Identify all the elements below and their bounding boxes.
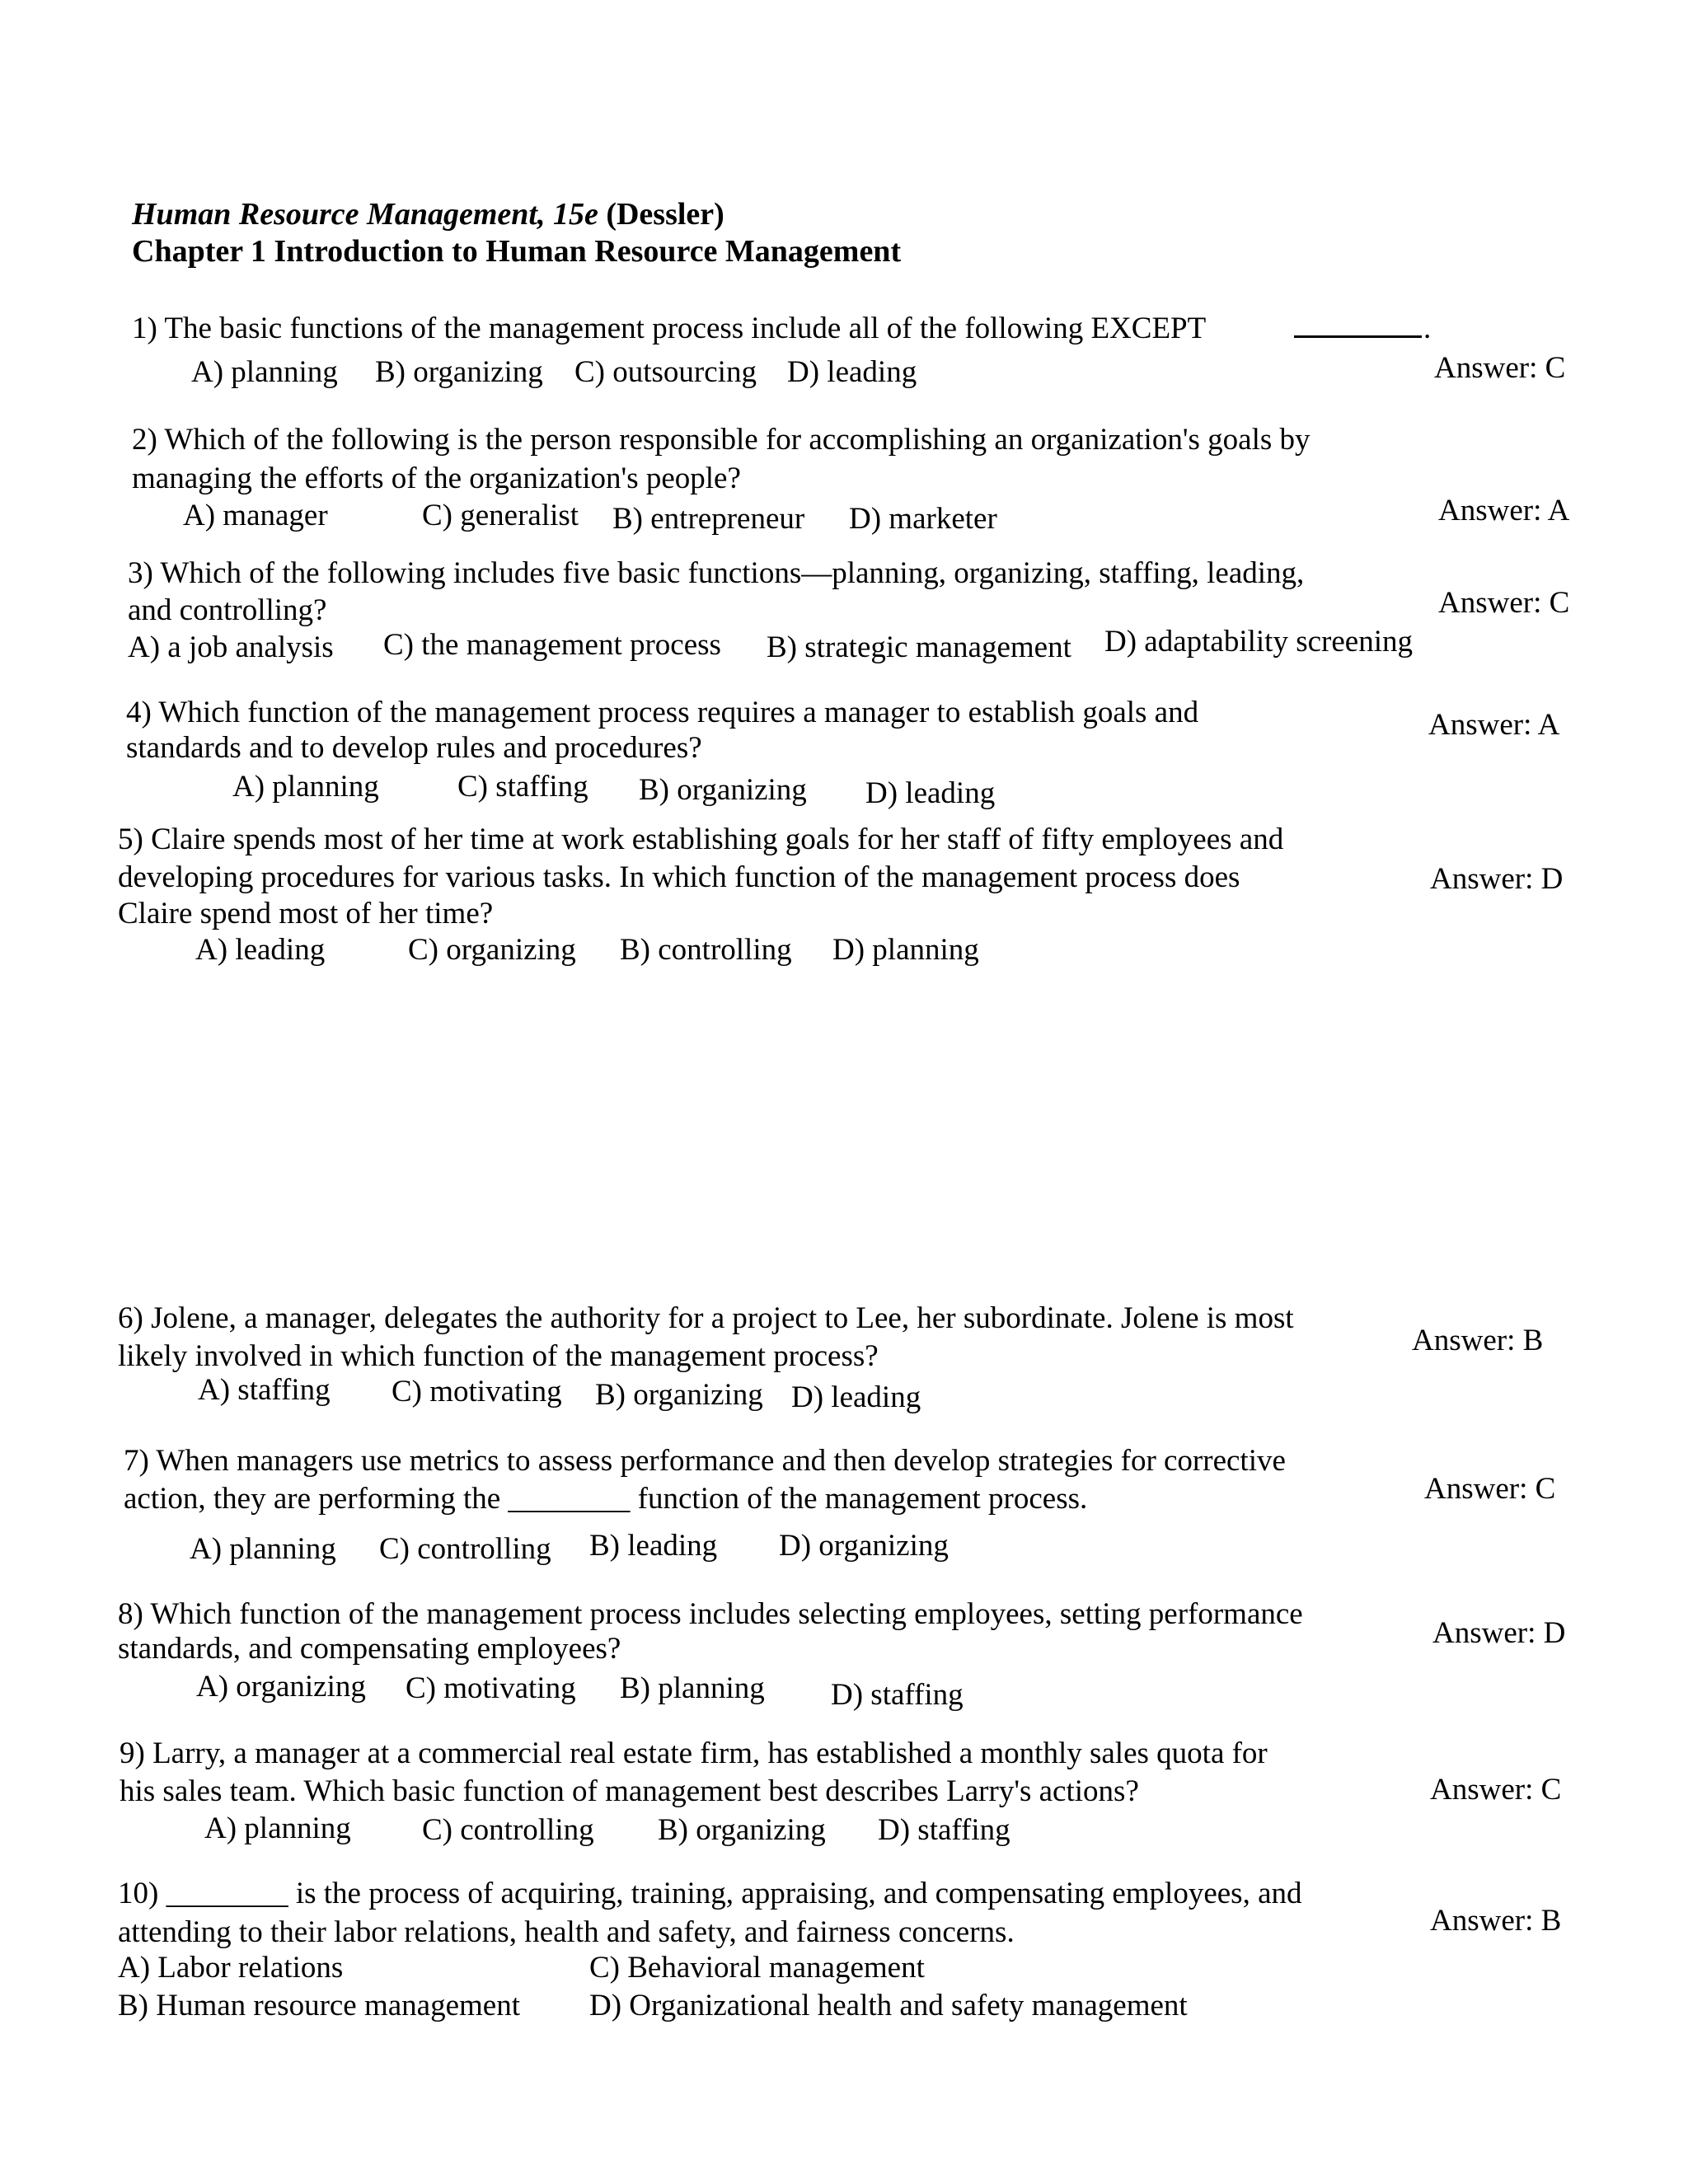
q5-option-c: C) organizing (408, 933, 576, 967)
q7-stem-line-2: action, they are performing the ________ function of the management process. (124, 1482, 1088, 1516)
q2-answer: Answer: A (1438, 494, 1570, 527)
q7-stem-line-1: 7) When managers use metrics to assess performance and then develop strategies for corrective (124, 1444, 1286, 1478)
q8-option-b: B) planning (620, 1671, 765, 1705)
q4-option-a: A) planning (232, 770, 379, 804)
q10-answer: Answer: B (1430, 1904, 1562, 1938)
q6-answer: Answer: B (1412, 1324, 1544, 1357)
q9-option-c: C) controlling (422, 1813, 594, 1847)
q4-answer: Answer: A (1428, 708, 1560, 742)
q10-option-b: B) Human resource management (118, 1989, 521, 2022)
q10-stem-line-1: 10) ________ is the process of acquiring, training, appraising, and compensating employees, and (118, 1877, 1302, 1910)
q8-stem-line-1: 8) Which function of the management process includes selecting employees, setting performance (118, 1597, 1303, 1631)
q2-option-a: A) manager (183, 499, 328, 532)
q3-option-c: C) the management process (383, 628, 721, 662)
q9-stem-line-1: 9) Larry, a manager at a commercial real estate firm, has established a monthly sales quota for (120, 1736, 1268, 1770)
q5-answer: Answer: D (1430, 862, 1564, 896)
chapter-title: Chapter 1 Introduction to Human Resource Management (132, 234, 902, 269)
q8-option-d: D) staffing (831, 1678, 964, 1712)
q4-stem-line-1: 4) Which function of the management process requires a manager to establish goals and (126, 696, 1199, 729)
book-author: (Dessler) (598, 197, 724, 232)
q6-option-c: C) motivating (392, 1375, 562, 1408)
q7-option-d: D) organizing (779, 1529, 949, 1563)
q4-option-c: C) staffing (457, 770, 588, 804)
q5-option-b: B) controlling (620, 933, 792, 967)
q1-stem-end: . (1423, 312, 1432, 345)
q7-option-c: C) controlling (379, 1532, 551, 1566)
q8-option-a: A) organizing (196, 1670, 366, 1704)
q1-stem: 1) The basic functions of the management process include all of the following EXCEPT (132, 312, 1207, 345)
q6-option-b: B) organizing (595, 1378, 763, 1412)
q5-stem-line-1: 5) Claire spends most of her time at work establishing goals for her staff of fifty employees and (118, 823, 1284, 856)
q5-stem-line-3: Claire spend most of her time? (118, 897, 494, 930)
q9-answer: Answer: C (1430, 1773, 1562, 1807)
q1-option-b: B) organizing (375, 355, 543, 389)
q2-stem-line-2: managing the efforts of the organization's people? (132, 462, 741, 495)
q8-answer: Answer: D (1432, 1616, 1566, 1650)
q9-option-d: D) staffing (878, 1813, 1010, 1847)
q3-option-a: A) a job analysis (128, 630, 334, 664)
q1-option-d: D) leading (787, 355, 917, 389)
q6-option-d: D) leading (791, 1380, 921, 1414)
q1-blank (1294, 335, 1422, 338)
q1-option-a: A) planning (191, 355, 338, 389)
q9-option-b: B) organizing (658, 1813, 826, 1847)
q6-option-a: A) staffing (198, 1373, 331, 1407)
q7-answer: Answer: C (1424, 1472, 1556, 1506)
q4-stem-line-2: standards and to develop rules and procedures? (126, 731, 702, 765)
q4-option-d: D) leading (865, 776, 996, 810)
q8-option-c: C) motivating (406, 1671, 576, 1705)
q8-stem-line-2: standards, and compensating employees? (118, 1632, 621, 1666)
q10-option-c: C) Behavioral management (589, 1951, 925, 1985)
q3-stem-line-1: 3) Which of the following includes five basic functions—planning, organizing, staffing, leading, (128, 556, 1305, 590)
q2-option-d: D) marketer (849, 502, 997, 536)
book-title (132, 196, 724, 232)
q10-stem-line-2: attending to their labor relations, health and safety, and fairness concerns. (118, 1915, 1015, 1949)
q9-option-a: A) planning (204, 1811, 351, 1845)
q3-stem-line-2: and controlling? (128, 593, 327, 627)
q7-option-a: A) planning (190, 1532, 336, 1566)
q4-option-b: B) organizing (639, 773, 807, 807)
q5-option-a: A) leading (195, 933, 326, 967)
q10-option-d: D) Organizational health and safety management (589, 1989, 1188, 2022)
q5-option-d: D) planning (832, 933, 979, 967)
q6-stem-line-1: 6) Jolene, a manager, delegates the authority for a project to Lee, her subordinate. Jolene is most (118, 1301, 1294, 1335)
q7-option-b: B) leading (589, 1529, 718, 1563)
q2-stem-line-1: 2) Which of the following is the person responsible for accomplishing an organization's goals by (132, 423, 1311, 457)
book-title-italic: Human Resource Management, 15e (132, 197, 598, 232)
q2-option-c: C) generalist (422, 499, 579, 532)
q6-stem-line-2: likely involved in which function of the management process? (118, 1339, 879, 1373)
q5-stem-line-2: developing procedures for various tasks. In which function of the management process does (118, 860, 1240, 894)
q3-answer: Answer: C (1438, 586, 1570, 620)
q2-option-b: B) entrepreneur (612, 502, 805, 536)
q1-answer: Answer: C (1434, 351, 1566, 385)
q9-stem-line-2: his sales team. Which basic function of management best describes Larry's actions? (120, 1774, 1139, 1808)
q3-option-b: B) strategic management (767, 630, 1071, 664)
q10-option-a: A) Labor relations (118, 1951, 344, 1985)
q1-option-c: C) outsourcing (574, 355, 757, 389)
q3-option-d: D) adaptability screening (1104, 625, 1413, 658)
